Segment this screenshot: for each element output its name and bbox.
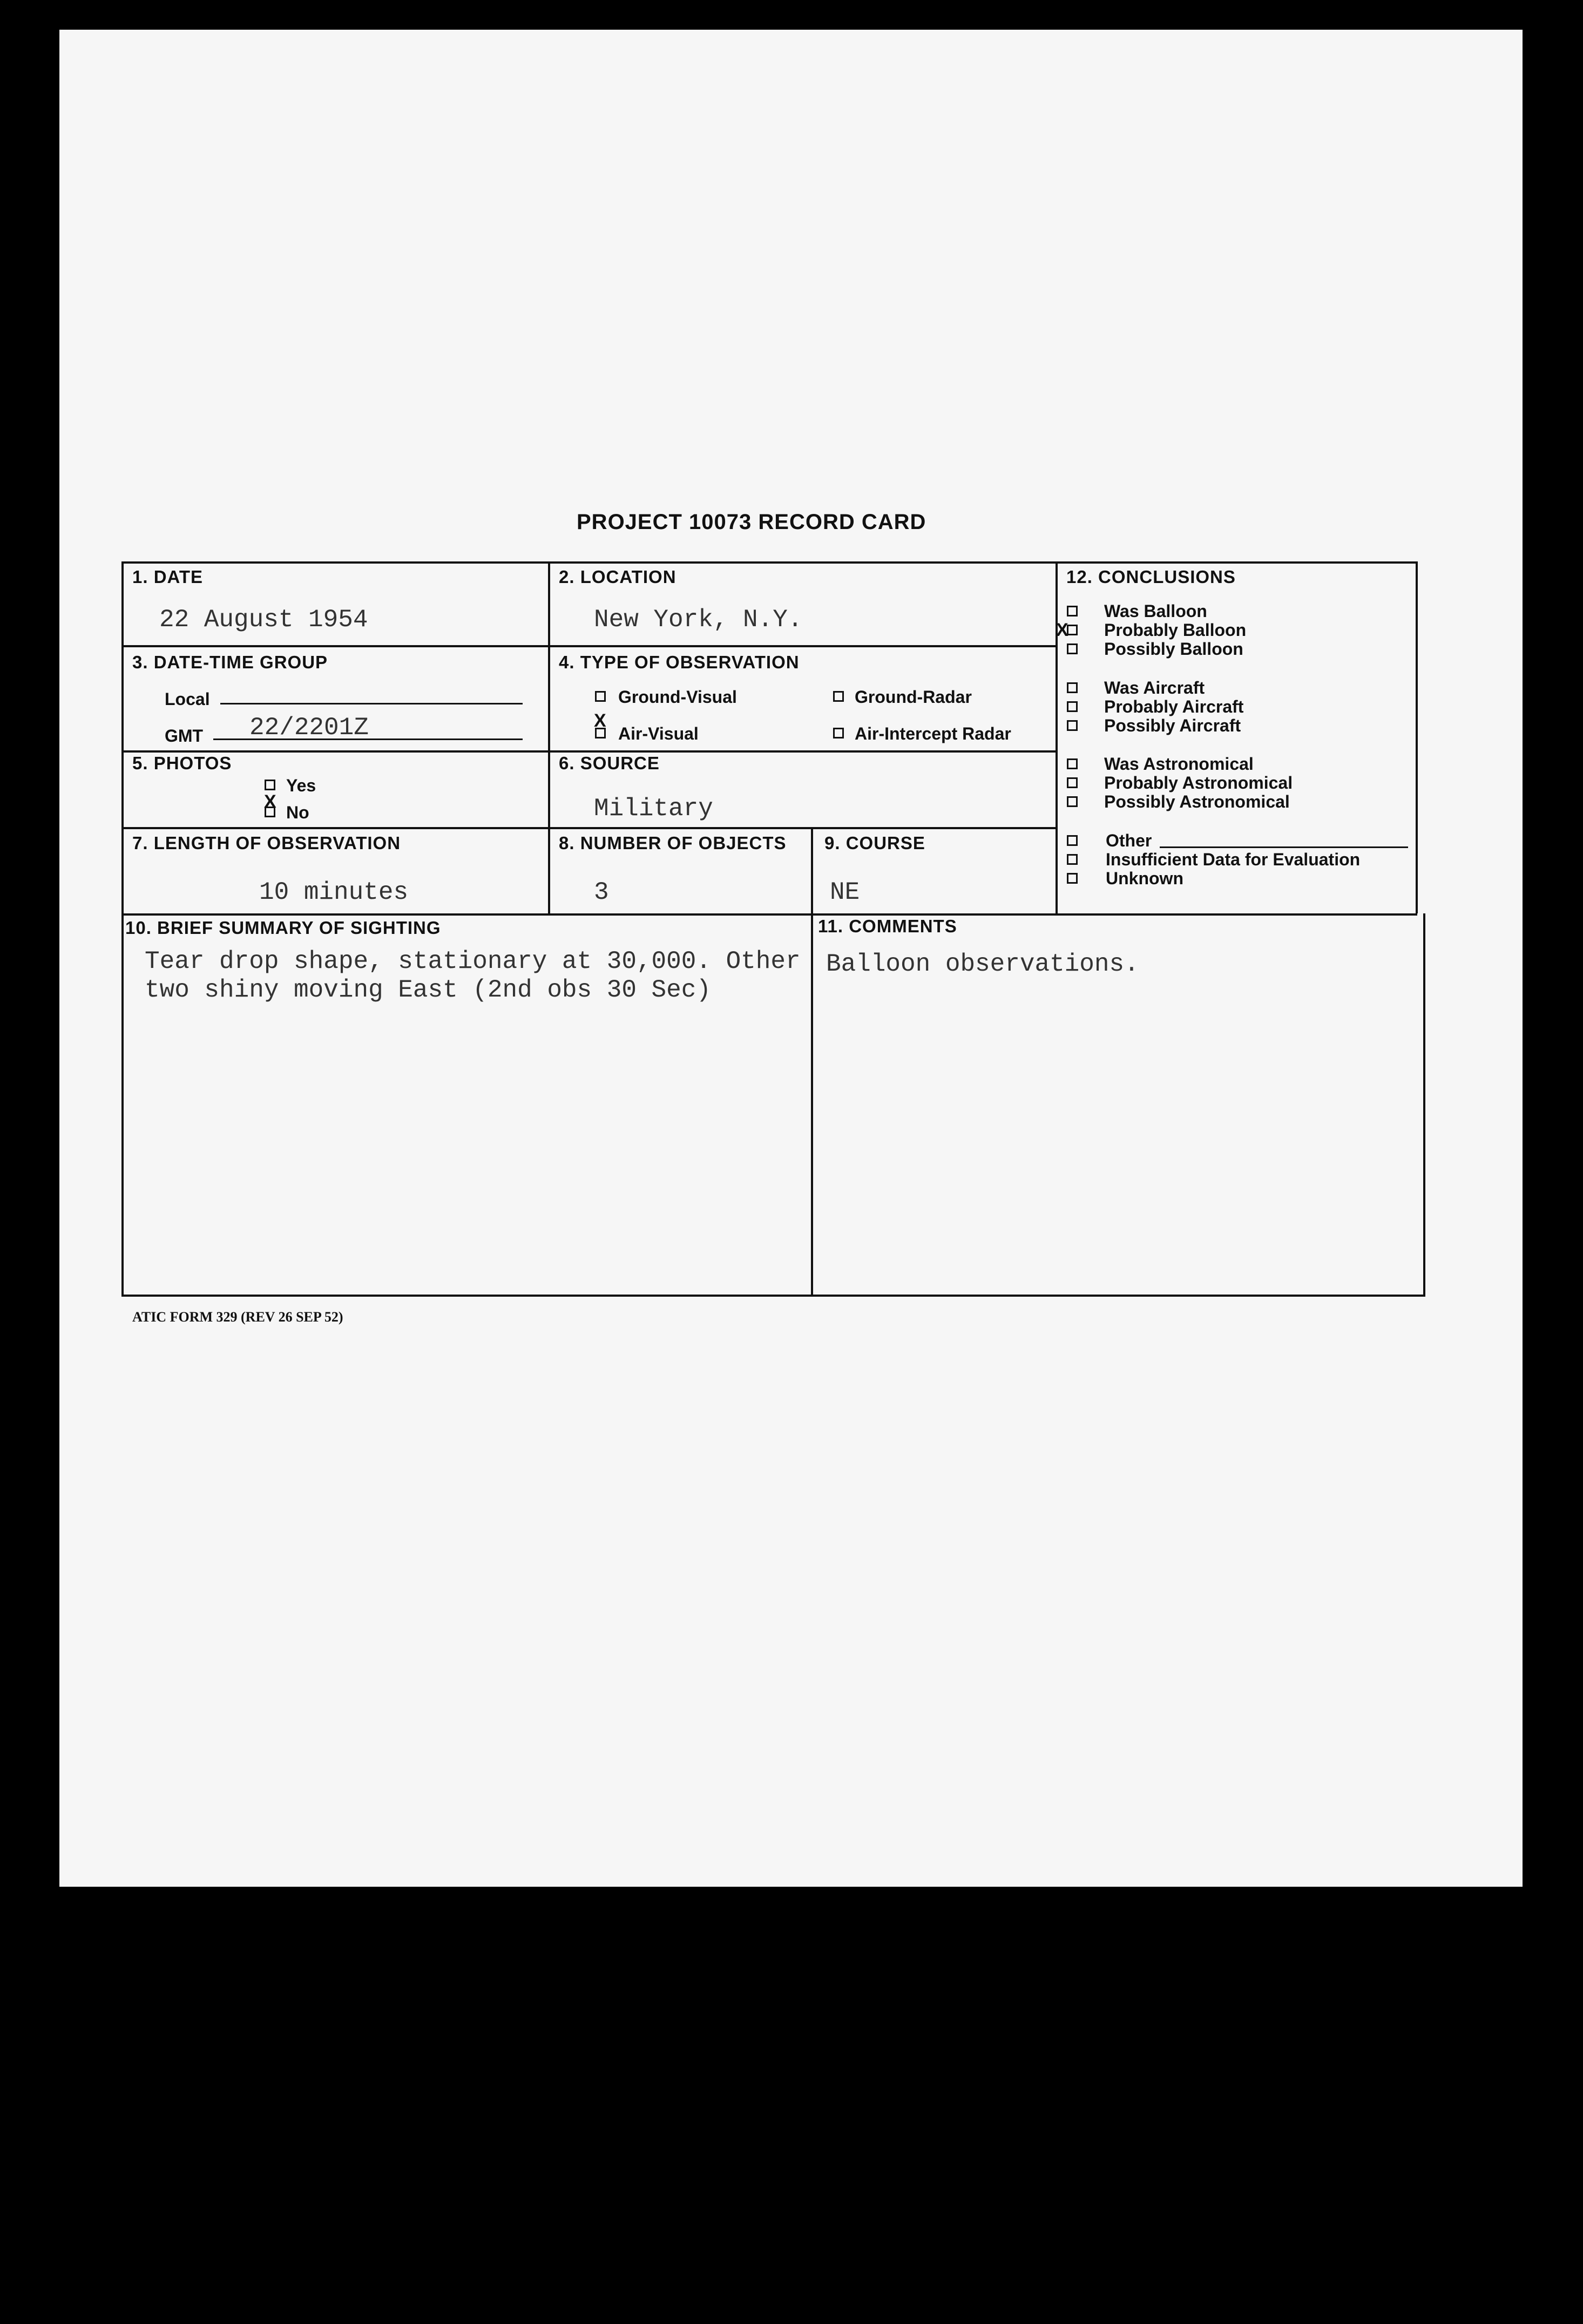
conclusion-possibly-astronomical: Possibly Astronomical bbox=[1104, 792, 1290, 811]
option-ground-radar: Ground-Radar bbox=[855, 687, 972, 707]
observation-type-label: 4. TYPE OF OBSERVATION bbox=[559, 652, 800, 672]
date-label: 1. DATE bbox=[132, 567, 204, 587]
checkbox-air-intercept-radar[interactable] bbox=[833, 728, 844, 738]
checkbox-other[interactable] bbox=[1067, 835, 1078, 846]
checkbox-possibly-aircraft[interactable] bbox=[1067, 720, 1078, 731]
conclusion-possibly-balloon: Possibly Balloon bbox=[1104, 639, 1243, 659]
form-footer: ATIC FORM 329 (REV 26 SEP 52) bbox=[132, 1309, 343, 1325]
conclusion-probably-astronomical: Probably Astronomical bbox=[1104, 773, 1293, 792]
photos-no-label: No bbox=[286, 803, 309, 822]
dtg-local-label: Local bbox=[165, 689, 210, 709]
conclusion-other: Other bbox=[1106, 831, 1152, 850]
conclusion-possibly-aircraft: Possibly Aircraft bbox=[1104, 716, 1241, 735]
dtg-label: 3. DATE-TIME GROUP bbox=[132, 652, 328, 672]
photos-label: 5. PHOTOS bbox=[132, 753, 232, 773]
source-value: Military bbox=[594, 795, 713, 823]
checkbox-probably-aircraft[interactable] bbox=[1067, 701, 1078, 712]
checkbox-was-astronomical[interactable] bbox=[1067, 758, 1078, 769]
summary-line-2: two shiny moving East (2nd obs 30 Sec) bbox=[145, 976, 711, 1004]
check-mark-air-visual: X bbox=[594, 710, 606, 731]
date-value: 22 August 1954 bbox=[159, 606, 368, 634]
checkbox-ground-radar[interactable] bbox=[833, 691, 844, 702]
form-title: PROJECT 10073 RECORD CARD bbox=[577, 510, 926, 534]
location-label: 2. LOCATION bbox=[559, 567, 677, 587]
conclusion-was-astronomical: Was Astronomical bbox=[1104, 754, 1254, 774]
checkbox-probably-astronomical[interactable] bbox=[1067, 777, 1078, 788]
conclusion-probably-balloon: Probably Balloon bbox=[1104, 620, 1247, 640]
objects-value: 3 bbox=[594, 878, 609, 906]
course-value: NE bbox=[830, 878, 860, 906]
conclusion-was-aircraft: Was Aircraft bbox=[1104, 678, 1205, 697]
length-value: 10 minutes bbox=[259, 878, 409, 906]
checkbox-insufficient-data[interactable] bbox=[1067, 854, 1078, 865]
conclusion-probably-aircraft: Probably Aircraft bbox=[1104, 697, 1244, 716]
source-label: 6. SOURCE bbox=[559, 753, 660, 773]
checkbox-possibly-astronomical[interactable] bbox=[1067, 796, 1078, 807]
check-mark-photos-no: X bbox=[264, 791, 276, 812]
checkbox-was-aircraft[interactable] bbox=[1067, 682, 1078, 693]
conclusion-insufficient-data: Insufficient Data for Evaluation bbox=[1106, 850, 1361, 869]
length-label: 7. LENGTH OF OBSERVATION bbox=[132, 833, 401, 853]
dtg-local-field bbox=[220, 703, 523, 704]
location-value: New York, N.Y. bbox=[594, 606, 803, 634]
photos-yes-label: Yes bbox=[286, 776, 316, 795]
conclusion-unknown: Unknown bbox=[1106, 869, 1183, 888]
conclusions-label: 12. CONCLUSIONS bbox=[1066, 567, 1236, 587]
check-mark-probably-balloon: X bbox=[1056, 620, 1068, 640]
dtg-gmt-label: GMT bbox=[165, 726, 204, 746]
checkbox-was-balloon[interactable] bbox=[1067, 606, 1078, 616]
checkbox-ground-visual[interactable] bbox=[595, 691, 606, 702]
comments-label: 11. COMMENTS bbox=[818, 916, 957, 936]
conclusion-was-balloon: Was Balloon bbox=[1104, 601, 1207, 621]
comments-value: Balloon observations. bbox=[826, 950, 1139, 978]
option-ground-visual: Ground-Visual bbox=[618, 687, 737, 707]
option-air-visual: Air-Visual bbox=[618, 724, 699, 743]
checkbox-unknown[interactable] bbox=[1067, 873, 1078, 884]
dtg-gmt-value: 22/2201Z bbox=[249, 714, 369, 742]
summary-label: 10. BRIEF SUMMARY OF SIGHTING bbox=[125, 918, 441, 938]
summary-line-1: Tear drop shape, stationary at 30,000. Other bbox=[145, 947, 801, 975]
objects-label: 8. NUMBER OF OBJECTS bbox=[559, 833, 787, 853]
checkbox-probably-balloon[interactable] bbox=[1067, 625, 1078, 635]
checkbox-possibly-balloon[interactable] bbox=[1067, 643, 1078, 654]
course-label: 9. COURSE bbox=[824, 833, 925, 853]
conclusion-other-field bbox=[1160, 846, 1408, 848]
option-air-intercept-radar: Air-Intercept Radar bbox=[855, 724, 1011, 743]
checkbox-photos-yes[interactable] bbox=[265, 780, 275, 790]
